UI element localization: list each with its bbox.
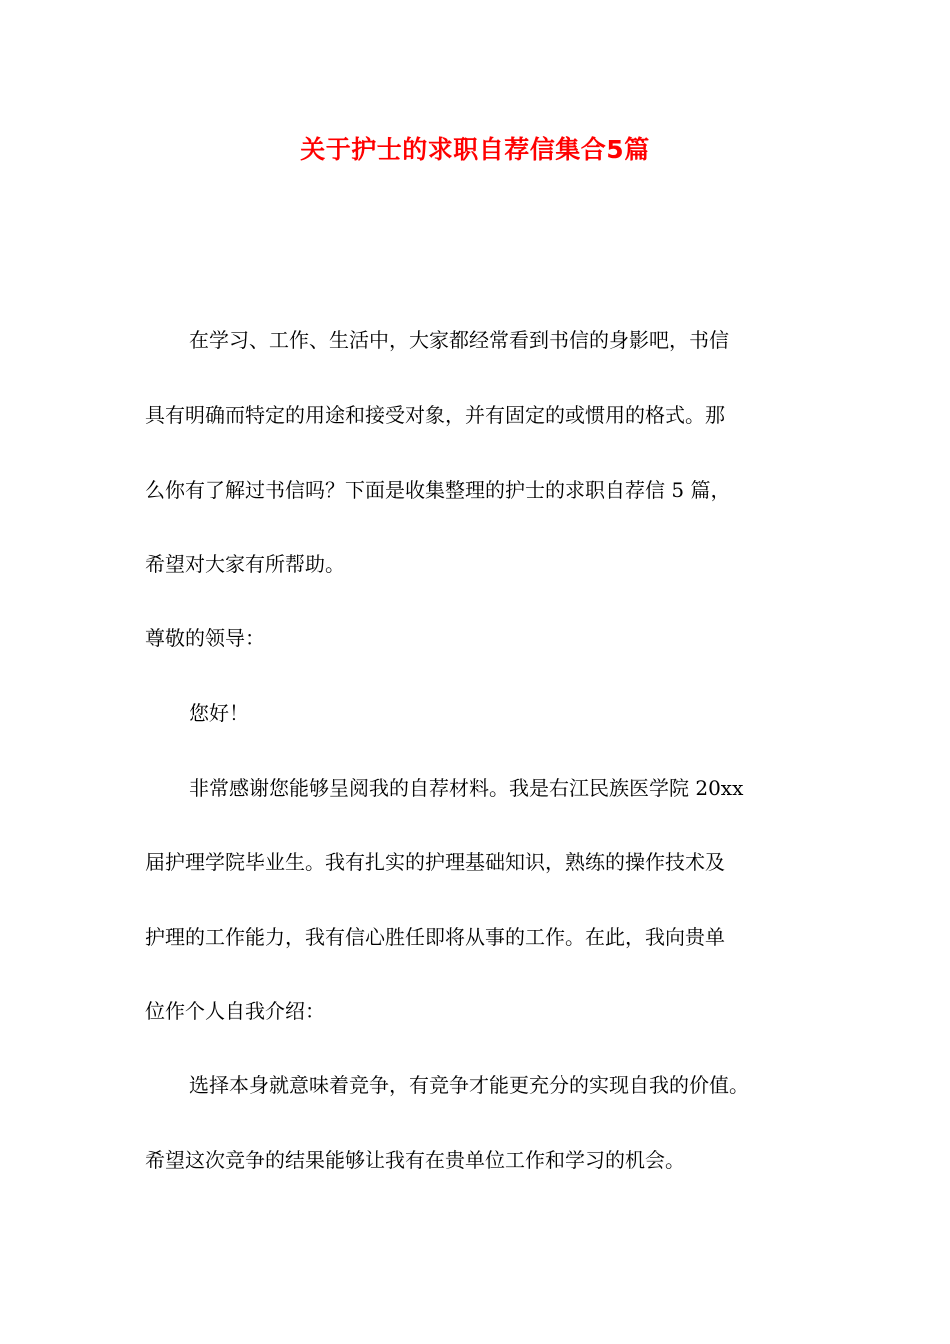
paragraph-line: 选择本身就意味着竞争，有竞争才能更充分的实现自我的价值。 (189, 1073, 749, 1097)
document-title: 关于护士的求职自荐信集合5篇 (300, 135, 650, 164)
paragraph-line: 位作个人自我介绍： (145, 999, 325, 1023)
paragraph-line: 届护理学院毕业生。我有扎实的护理基础知识，熟练的操作技术及 (145, 850, 725, 874)
greeting: 您好！ (189, 701, 249, 725)
salutation: 尊敬的领导： (145, 626, 265, 650)
paragraph-line: 在学习、工作、生活中，大家都经常看到书信的身影吧，书信 (189, 328, 729, 352)
paragraph-line: 希望对大家有所帮助。 (145, 552, 345, 576)
paragraph-line: 护理的工作能力，我有信心胜任即将从事的工作。在此，我向贵单 (145, 925, 725, 949)
paragraph-line: 么你有了解过书信吗？下面是收集整理的护士的求职自荐信 5 篇， (145, 478, 731, 502)
paragraph-line: 非常感谢您能够呈阅我的自荐材料。我是右江民族医学院 20xx (189, 776, 744, 800)
paragraph-line: 具有明确而特定的用途和接受对象，并有固定的或惯用的格式。那 (145, 403, 725, 427)
paragraph-line: 希望这次竞争的结果能够让我有在贵单位工作和学习的机会。 (145, 1148, 685, 1172)
